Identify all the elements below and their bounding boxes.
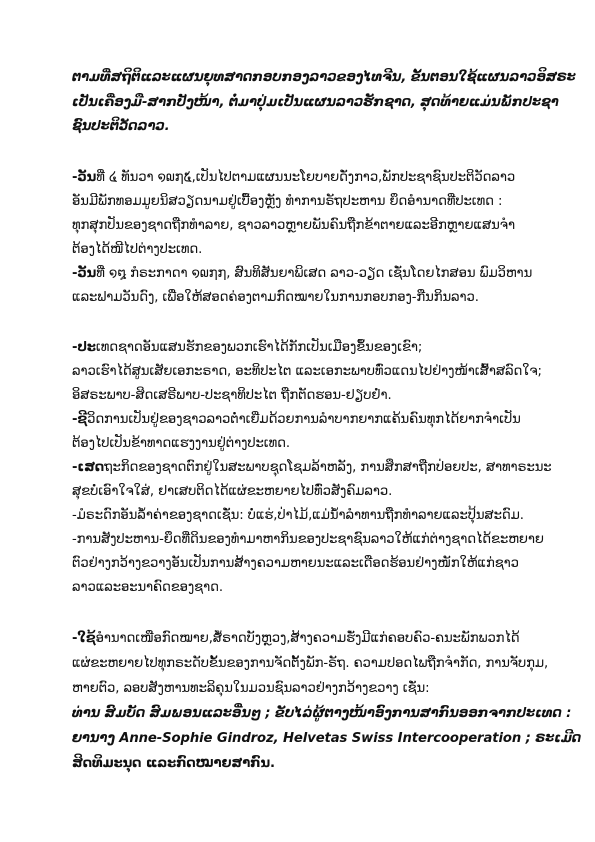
effects-section [72, 336, 552, 600]
line-lead: -ວັນ [72, 169, 97, 185]
line-lead: -ໃຊ້ [72, 630, 96, 646]
effect-line [72, 384, 539, 408]
person-line: ຍານາງ Anne-Sophie Gindroz, Helvetas Swiss Intercooperation ; ຣະເມີດ [72, 730, 582, 746]
date-line [72, 262, 539, 286]
line-text: -ມໍຣະດົກອັນລ້ຳຄ່າຂອງຊາດເຊັ່ນ: ບໍ່ແຮ່,ປ່າໄມ້,ແມ່ນໍ້າລຳທານຖືກທຳລາຍແລະປຸ້ນສະດົມ. [72, 507, 524, 523]
line-lead: -ວັນ [72, 265, 97, 281]
closing-line [72, 676, 539, 701]
effect-line [72, 336, 539, 360]
effect-line [72, 576, 539, 600]
line-text: ອິສຣະພາບ-ສິດເສຣີພາບ-ປະຊາທິປະໄຕ ຖືກຕັດຮອນ-ຢຽບຢ່ຳ. [72, 387, 392, 403]
line-text: ລາວແລະອະນາຄົດຂອງຊາດ. [72, 579, 223, 595]
effect-line [72, 480, 539, 504]
effect-line [72, 408, 539, 432]
line-text: ຕົວຢ່າງກວ້າງຂວາງອັນເປັນການສ້າງຄວາມຫາຍນະແລະເດືອດຮ້ອນຢ່າງໜັກໃຫ້ແກ່ຊາວ [72, 555, 519, 571]
date-line [72, 214, 539, 238]
last-line: ສິດທິມະນຸດ ແລະກົດໝາຍສາກົນ. [72, 755, 275, 771]
line-text: ສຸຂບໍ່ເອົາໃຈໃສ່, ຢາເສບຕິດໄດ້ແຜ່ຂະຫຍາຍໄປທົ່ວສັງຄົມລາວ. [72, 483, 393, 499]
line-text: ລາວເຮົາໄດ້ສູນເສັຍເອກະຣາດ, ອະທິປະໄຕ ແລະເອກະພາບທົ່ວແດນໄປຢ່າງໜ້າເສົ້າສລົດໃຈ; [72, 363, 542, 379]
date-line [72, 238, 539, 262]
line-text: ຫາຍຕົວ, ລອບສັງຫານທະລິຄຸນໃນມວນຊົນລາວຢ່າງກວ້າງຂວາງ ເຊັ່ນ: [72, 680, 430, 696]
line-text: ຕ້ອງໄປເປັນຂ້າທາດແຮງງານຢູ່ຕ່າງປະເທດ. [72, 435, 290, 451]
closing-line [72, 626, 539, 651]
line-lead: -ປະ [72, 339, 96, 355]
date-line [72, 190, 539, 214]
spacer [72, 140, 539, 166]
date-line [72, 166, 539, 190]
line-lead: -ຊີ [72, 411, 88, 427]
spacer [72, 310, 539, 336]
line-text: ຖະກິດຂອງຊາດຕົກຢູ່ໃນສະພາບຊຸດໂຊມລ້າຫລັງ, ການສຶກສາຖືກປ່ອຍປະ, ສາທາຣະນະ [104, 459, 552, 475]
line-text: ຕ້ອງໄດ້ໜີໄປຕ່າງປະເທດ. [72, 241, 203, 257]
dates-section [72, 166, 539, 310]
effect-line [72, 456, 552, 480]
line-text: ແລະຟາມວັນດົງ, ເພື່ອໃຫ້ສອດຄ່ອງຕາມກົດໝາຍໃນການກອບກອງ-ກືນກິນລາວ. [72, 289, 479, 305]
names-line: ທ່ານ ສົມບັດ ສົມພອນແລະອື່ນໆ ; ຂັບໄລ່ຜູ້ຕາງໜ້າອົງການສາກົນອອກຈາກປະເທດ : [72, 705, 572, 721]
effect-line [72, 528, 544, 552]
intro-line: ເປັນເຄື່ອງມື-ສາກປັງໜ້າ, ຕໍ່ມາປຸ່ມເປັນແຜນລາວຮັກຊາດ, ສຸດທ້າຍແມ່ນພັກປະຊາ [72, 94, 559, 110]
intro-line: ຊົນປະຕິວັດລາວ. [72, 119, 170, 134]
line-text: ເທດຊາດອັນແສນຮັກຂອງພວກເຮົາໄດ້ກັກເປັນເມືອງຂຶ້ນຂອງເຂົາ; [95, 339, 423, 355]
effect-line [72, 432, 539, 456]
closing-line [72, 651, 549, 676]
line-text: ທີ່ ໔ ທັນວາ ໑໙໗໕,ເປັນໄປຕາມແຜນນະໂຍບາຍດັ່ງກາວ,ພັກປະຊາຊົນປະຕິວັດລາວ [96, 169, 516, 185]
line-lead: -ເສດ [72, 459, 105, 475]
line-text: ທຸກສຸກປັນຂອງຊາດຖືກທຳລາຍ, ຊາວລາວຫຼາຍພັນຄົນຖືກຂ້າຕາຍແລະອີກຫຼາຍແສນຈຳ [72, 217, 516, 233]
intro-line: ຕາມທີ່ສຖິຕິແລະແຜນຍຸທສາດກອບກອງລາວຂອງໄທຈີນ, ຂັ້ນຕອນໃຊ້ແຜນລາວອິສຣະ [72, 70, 576, 85]
line-text: ທີ່ ໑໘ ກໍຣະກາດາ ໑໙໗໗, ສົນທິສັນຍາພິເສດ ລາວ-ວຽດ ເຊັ່ນໂດຍໄກສອນ ພົມວິຫານ [96, 265, 533, 281]
effect-line [72, 552, 539, 576]
line-text: ອັນມີພັກທອມມູຍນິສວຽດນາມຢູ່ເບື້ອງຫຼັງ ທຳການຣັຖປະຫານ ຍຶດອຳນາດທີ່ປະເທດ : [72, 193, 503, 209]
date-line [72, 286, 539, 310]
spacer [72, 600, 539, 626]
effect-line [72, 360, 542, 384]
closing-section [72, 626, 582, 776]
effect-line [72, 504, 539, 528]
intro-paragraph [72, 66, 576, 140]
line-text: ວິດການເປັນຢູ່ຂອງຊາວລາວຕໍ່າເຍີ່ມດ້ວຍການລຳບາກຍາກແຄ້ນຄົນທຸກໄດ້ຍາກຈຳເປັນ [87, 411, 521, 427]
line-text: ອຳນາດເໜືອກົດໝາຍ,ສໍ້ຣາດບັງຫຼວງ,ສ້າງຄວາມຮັ່ງມີແກ່ຄອບຄົວ-ຄນະພັກພວກໄດ້ [95, 630, 520, 646]
line-text: -ການສັງປະຫານ-ຍຶດທີ່ດິນຂອງທຳມາຫາກິນຂອງປະຊາຊົນລາວໃຫ້ແກ່ຕ່າງຊາດໄດ້ຂະຫຍາຍ [72, 531, 544, 547]
line-text: ແຜ່ຂະຫຍາຍໄປທຸກຣະດັບຂັ້ນຂອງການຈັດຕັ້ງພັກ-ຣັຖ. ຄວາມປອດໄພຖືກຈຳກັດ, ການຈັບກຸມ, [72, 655, 549, 671]
